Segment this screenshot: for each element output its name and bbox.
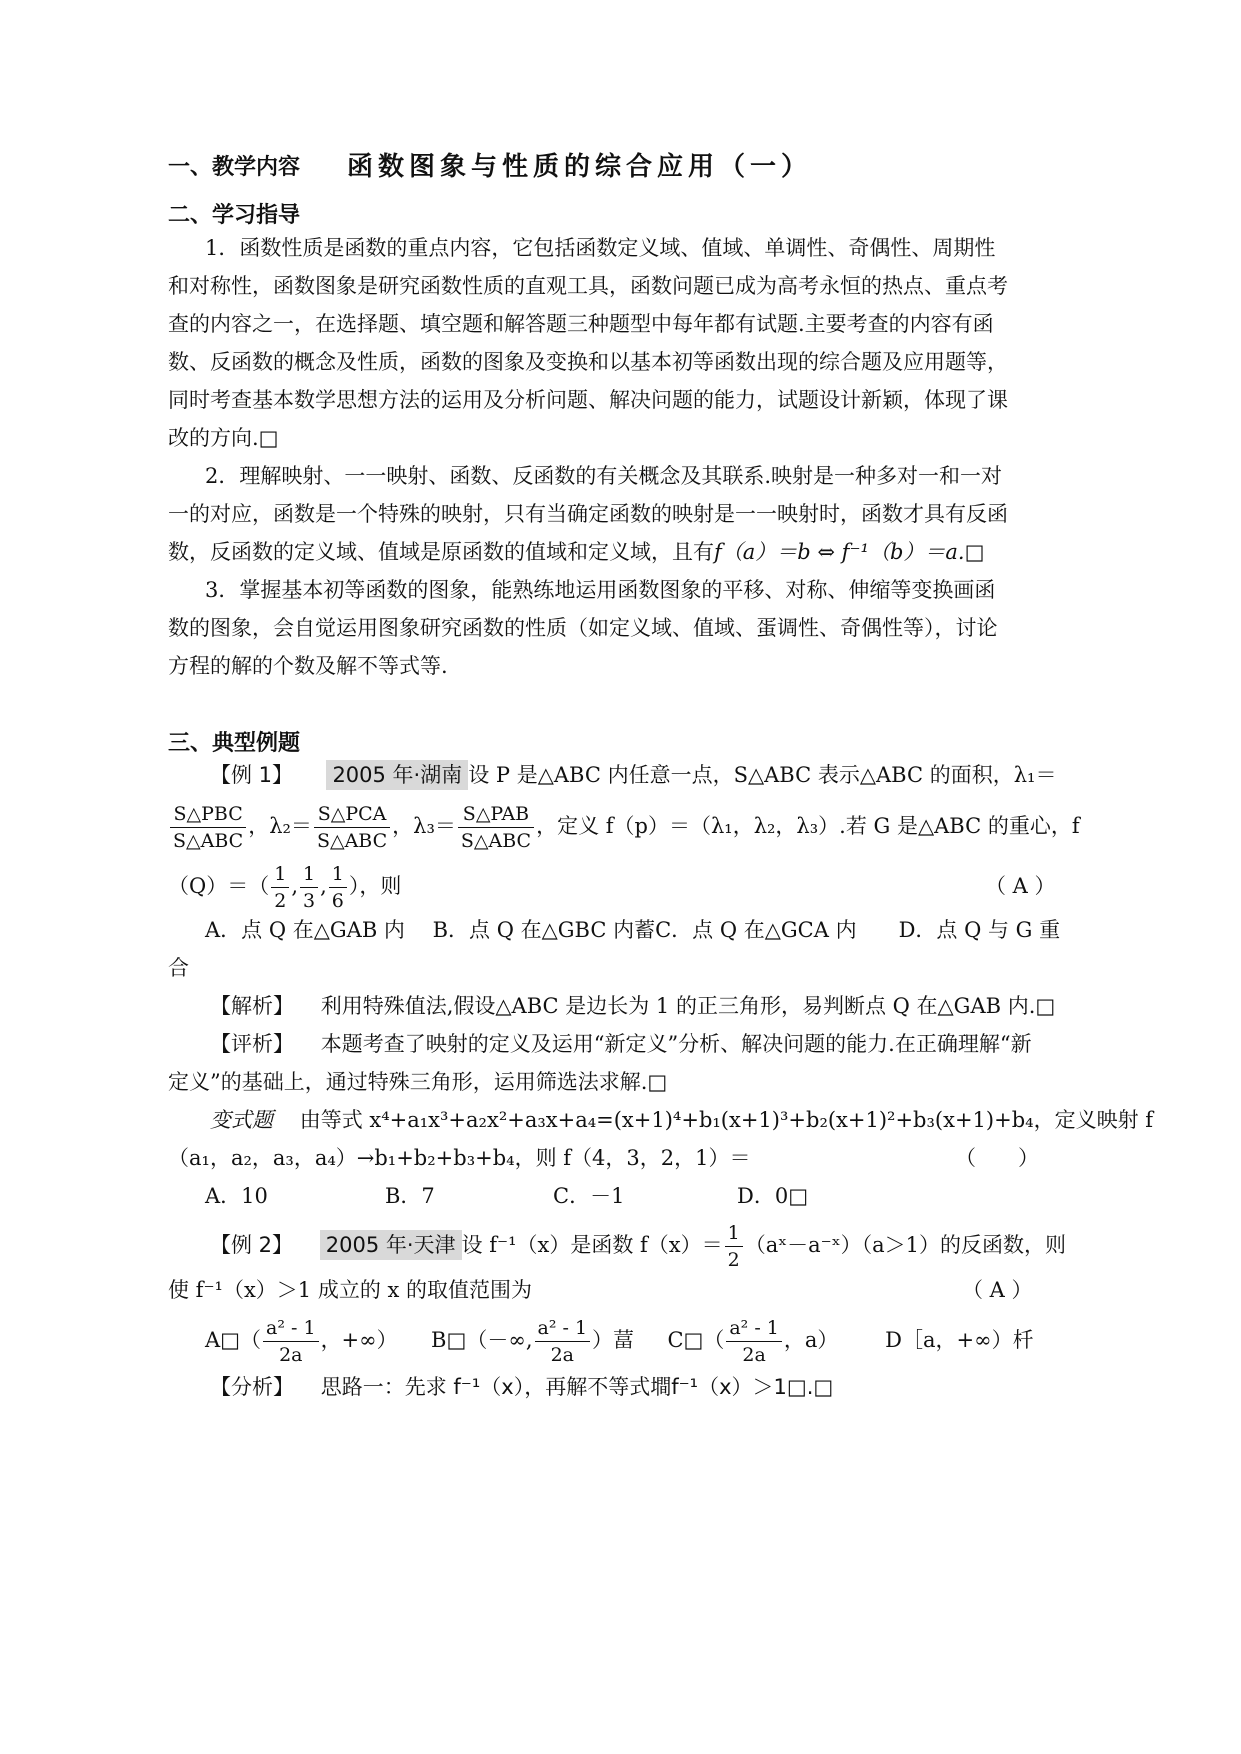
frac-den: 2a <box>742 1344 766 1366</box>
frac-den: S△ABC <box>173 830 244 852</box>
guide-p2-line: 一的对应，函数是一个特殊的映射，只有当确定函数的映射是一一映射时，函数才具有反函 <box>168 502 1008 526</box>
frac-den: S△ABC <box>460 830 532 852</box>
frac-num: a² - 1 <box>535 1315 591 1342</box>
example1-line2 <box>168 796 1080 856</box>
section-heading-study-guide: 二、学习指导 <box>168 203 301 228</box>
variant-option-b: B．7 <box>385 1184 435 1208</box>
example2-line1 <box>210 1215 1066 1275</box>
guide-p3-line: 方程的解的个数及解不等式等. <box>168 654 448 678</box>
example2-option-b <box>431 1317 635 1366</box>
frac-num: a² - 1 <box>263 1315 319 1342</box>
example1-options-cont: 合 <box>168 956 189 980</box>
example1-stem: 设 P 是△ABC 内任意一点，S△ABC 表示△ABC 的面积，λ₁＝ <box>468 763 1057 787</box>
example2-stem-tail: （aˣ－a⁻ˣ）（a＞1）的反函数，则 <box>744 1233 1067 1257</box>
variant-answer: （ ） <box>955 1146 1039 1170</box>
option-b-prefix: B□（－∞, <box>431 1328 533 1352</box>
frac-num: 1 <box>271 861 289 888</box>
frac-num: 1 <box>329 861 347 888</box>
fraction-a2-minus-1-over-2a <box>726 1315 782 1368</box>
option-b-suffix: ）葍 <box>592 1328 635 1352</box>
frac-den: 2 <box>727 1249 740 1271</box>
example1-q-prefix: （Q）＝（ <box>168 874 270 898</box>
guide-p1-line: 和对称性，函数图象是研究函数性质的直观工具，函数问题已成为高考永恒的热点、重点考 <box>168 274 1008 298</box>
frac-num: S△PCA <box>314 801 390 828</box>
frac-den: 2 <box>274 890 287 912</box>
example1-q-suffix: ），则 <box>348 874 402 898</box>
fraction-lambda2 <box>314 801 390 854</box>
example1-label: 【例 1】 <box>210 763 294 787</box>
guide-p1-line: 查的内容之一，在选择题、填空题和解答题三种题型中每年都有试题.主要考查的内容有函 <box>168 312 994 336</box>
frac-num: 1 <box>300 861 318 888</box>
variant-option-a: A．10 <box>205 1184 268 1208</box>
variant-stem: 由等式 x⁴+a₁x³+a₂x²+a₃x+a₄=(x+1)⁴+b₁(x+1)³+b₂(x+1)²+b₃(x+1)+b₄，定义映射 f <box>299 1108 1154 1132</box>
guide-p2-line <box>168 537 984 567</box>
example2-line2: 使 f⁻¹（x）＞1 成立的 x 的取值范围为 <box>168 1278 533 1302</box>
frac-num: a² - 1 <box>726 1315 782 1342</box>
fraction-lambda3 <box>458 801 534 854</box>
example2-source-badge: 2005 年·天津 <box>320 1230 462 1260</box>
option-c-prefix: C□（ <box>667 1328 725 1352</box>
example2-stem: 设 f⁻¹（x）是函数 f（x）＝ <box>461 1233 723 1257</box>
frac-num: S△PBC <box>170 801 246 828</box>
example1-definition: ，定义 f（p）＝（λ₁，λ₂，λ₃）.若 G 是△ABC 的重心，f <box>536 814 1080 838</box>
page-title: 函数图象与性质的综合应用（一） <box>347 152 813 182</box>
example1-line1 <box>210 760 1056 790</box>
fraction-a2-minus-1-over-2a <box>535 1315 591 1368</box>
section-heading-examples: 三、典型例题 <box>168 731 301 756</box>
option-a-prefix: A□（ <box>205 1328 262 1352</box>
option-a-suffix: ，+∞） <box>320 1328 398 1352</box>
example2-label: 【例 2】 <box>210 1233 294 1257</box>
example2-option-a <box>205 1317 398 1366</box>
frac-den: 2a <box>279 1344 303 1366</box>
example2-option-d: D［a，+∞）杄 <box>885 1328 1034 1352</box>
example1-analysis <box>210 991 1055 1021</box>
comment-text: 本题考查了映射的定义及运用“新定义”分析、解决问题的能力.在正确理解“新 <box>320 1032 1032 1056</box>
example1-source-badge: 2005 年·湖南 <box>326 760 468 790</box>
fraction-sixth <box>329 861 347 914</box>
analysis-label: 【解析】 <box>210 994 294 1018</box>
example2-answer: （ A ） <box>962 1278 1033 1302</box>
variant-line2: （a₁，a₂，a₃，a₄）→b₁+b₂+b₃+b₄，则 f（4，3，2，1）＝ <box>168 1146 751 1170</box>
lambda2-label: ，λ₂＝ <box>248 814 312 838</box>
example1-answer: （ A ） <box>985 874 1056 898</box>
analysis-label: 【分析】 <box>210 1375 294 1399</box>
comment-label: 【评析】 <box>210 1032 294 1056</box>
section-heading-teaching-content: 一、教学内容 <box>168 155 301 180</box>
variant-line1 <box>210 1105 1153 1135</box>
variant-label: 变式题 <box>210 1108 273 1132</box>
guide-p1-line: 改的方向.□ <box>168 426 279 450</box>
frac-num: 1 <box>725 1220 743 1247</box>
fraction-half <box>271 861 289 914</box>
example2-option-c <box>667 1317 839 1366</box>
fraction-lambda1 <box>170 801 246 854</box>
frac-den: S△ABC <box>316 830 388 852</box>
example1-options: A．点 Q 在△GAB 内 B．点 Q 在△GBC 内蓄C．点 Q 在△GCA 内 D．点 Q 与 G 重 <box>205 918 1061 942</box>
guide-p3-line: 数的图象，会自觉运用图象研究函数的性质（如定义域、值域、蛋调性、奇偶性等），讨论 <box>168 616 998 640</box>
analysis-text: 思路一：先求 f⁻¹（x），再解不等式墹f⁻¹（x）＞1□.□ <box>320 1375 834 1399</box>
guide-p2-text: 数，反函数的定义域、值域是原函数的值域和定义域，且有 <box>168 540 714 564</box>
guide-p1-line: 1．函数性质是函数的重点内容，它包括函数定义域、值域、单调性、奇偶性、周期性 <box>205 236 996 260</box>
fraction-a2-minus-1-over-2a <box>263 1315 319 1368</box>
guide-p2-line: 2．理解映射、一一映射、函数、反函数的有关概念及其联系.映射是一种多对一和一对 <box>205 464 1003 488</box>
example2-analysis <box>210 1372 833 1402</box>
example1-comment <box>210 1029 1032 1059</box>
example1-comment-cont: 定义”的基础上，通过特殊三角形，运用筛选法求解.□ <box>168 1070 668 1094</box>
inverse-function-formula: f（a）＝b ⇔ f⁻¹（b）＝a.□ <box>714 540 985 564</box>
variant-option-d: D．0□ <box>737 1184 809 1208</box>
variant-option-c: C．－1 <box>553 1184 625 1208</box>
frac-den: 2a <box>550 1344 574 1366</box>
guide-p1-line: 同时考查基本数学思想方法的运用及分析问题、解决问题的能力，试题设计新颖，体现了课 <box>168 388 1008 412</box>
guide-p3-line: 3．掌握基本初等函数的图象，能熟练地运用函数图象的平移、对称、伸缩等变换画函 <box>205 578 996 602</box>
example1-line3: （Q）＝（ $\frac{1}{2}$ , $\frac{1}{3}$ , $\frac{1}{6}$ ），则 <box>168 863 402 912</box>
frac-den: 3 <box>303 890 316 912</box>
example2-options <box>205 1310 1034 1370</box>
lambda3-label: ，λ₃＝ <box>392 814 456 838</box>
guide-p1-line: 数、反函数的概念及性质，函数的图象及变换和以基本初等函数出现的综合题及应用题等， <box>168 350 1008 374</box>
frac-num: S△PAB <box>458 801 534 828</box>
analysis-text: 利用特殊值法,假设△ABC 是边长为 1 的正三角形，易判断点 Q 在△GAB 内.□ <box>320 994 1056 1018</box>
fraction-third <box>300 861 318 914</box>
option-c-suffix: ，a） <box>783 1328 839 1352</box>
fraction-half <box>725 1220 743 1273</box>
frac-den: 6 <box>331 890 344 912</box>
